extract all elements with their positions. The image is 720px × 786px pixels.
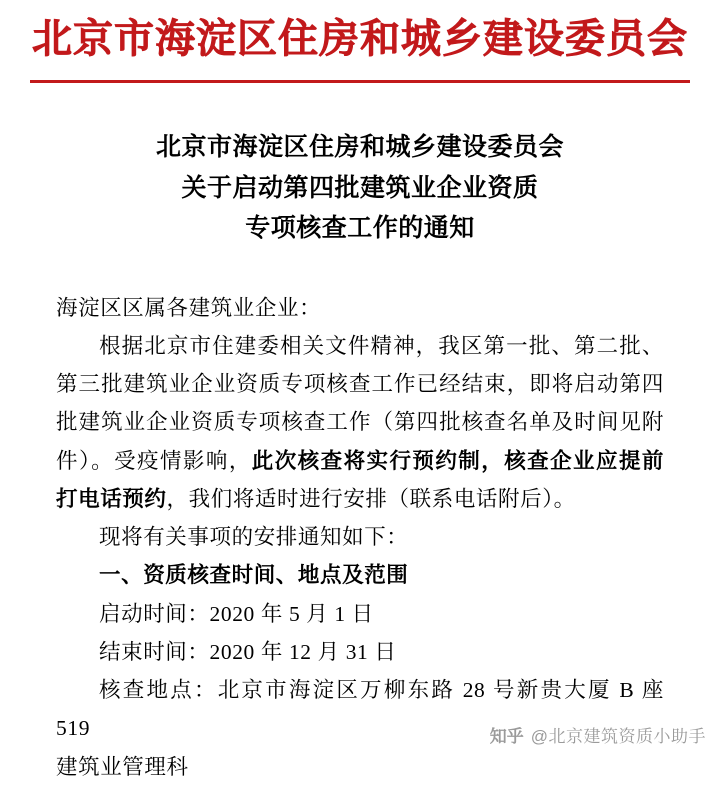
document-title-line-1: 北京市海淀区住房和城乡建设委员会 (155, 132, 564, 161)
section-heading-one: 一、资质核查时间、地点及范围 (99, 563, 409, 588)
info-start-time: 启动时间：2020 年 5 月 1 日 (99, 601, 374, 626)
letterhead-divider (30, 80, 690, 83)
document-title-line-2: 关于启动第四批建筑业企业资质 (181, 172, 539, 202)
watermark (490, 722, 706, 747)
paragraph-main-part-2: ，我们将适时进行安排（联系电话附后）。 (166, 486, 576, 511)
watermark-handle: @北京建筑资质小助手 (530, 727, 706, 746)
paragraph-main-part-1: 根据北京市住建委相关文件精神，我区第一批、第二批、第三批建筑业企业资质专项核查工作已经结束，即将启动第四批建筑业企业资质专项核查工作（第四批核查名单及时间见附件）。受疫情影响， (56, 333, 664, 473)
letterhead-organization-name: 北京市海淀区住房和城乡建设委员会 (32, 15, 688, 62)
paragraph-main-emphasis: 此次核查将实行预约制，核查企业应提前打电话预约 (56, 448, 664, 511)
document-title (0, 127, 720, 249)
info-location-continued: 建筑业管理科 (56, 754, 189, 779)
paragraph-main (56, 327, 664, 518)
document-body (56, 289, 664, 786)
letterhead (0, 0, 720, 83)
info-location: 核查地点：北京市海淀区万柳东路 28 号新贵大厦 B 座 519 (56, 678, 664, 741)
zhihu-logo-icon: 知乎 (489, 727, 524, 746)
salutation: 海淀区区属各建筑业企业： (56, 295, 322, 320)
document-title-line-3: 专项核查工作的通知 (245, 213, 475, 242)
info-end-time: 结束时间：2020 年 12 月 31 日 (99, 639, 397, 664)
paragraph-arrangements: 现将有关事项的安排通知如下： (99, 525, 409, 550)
